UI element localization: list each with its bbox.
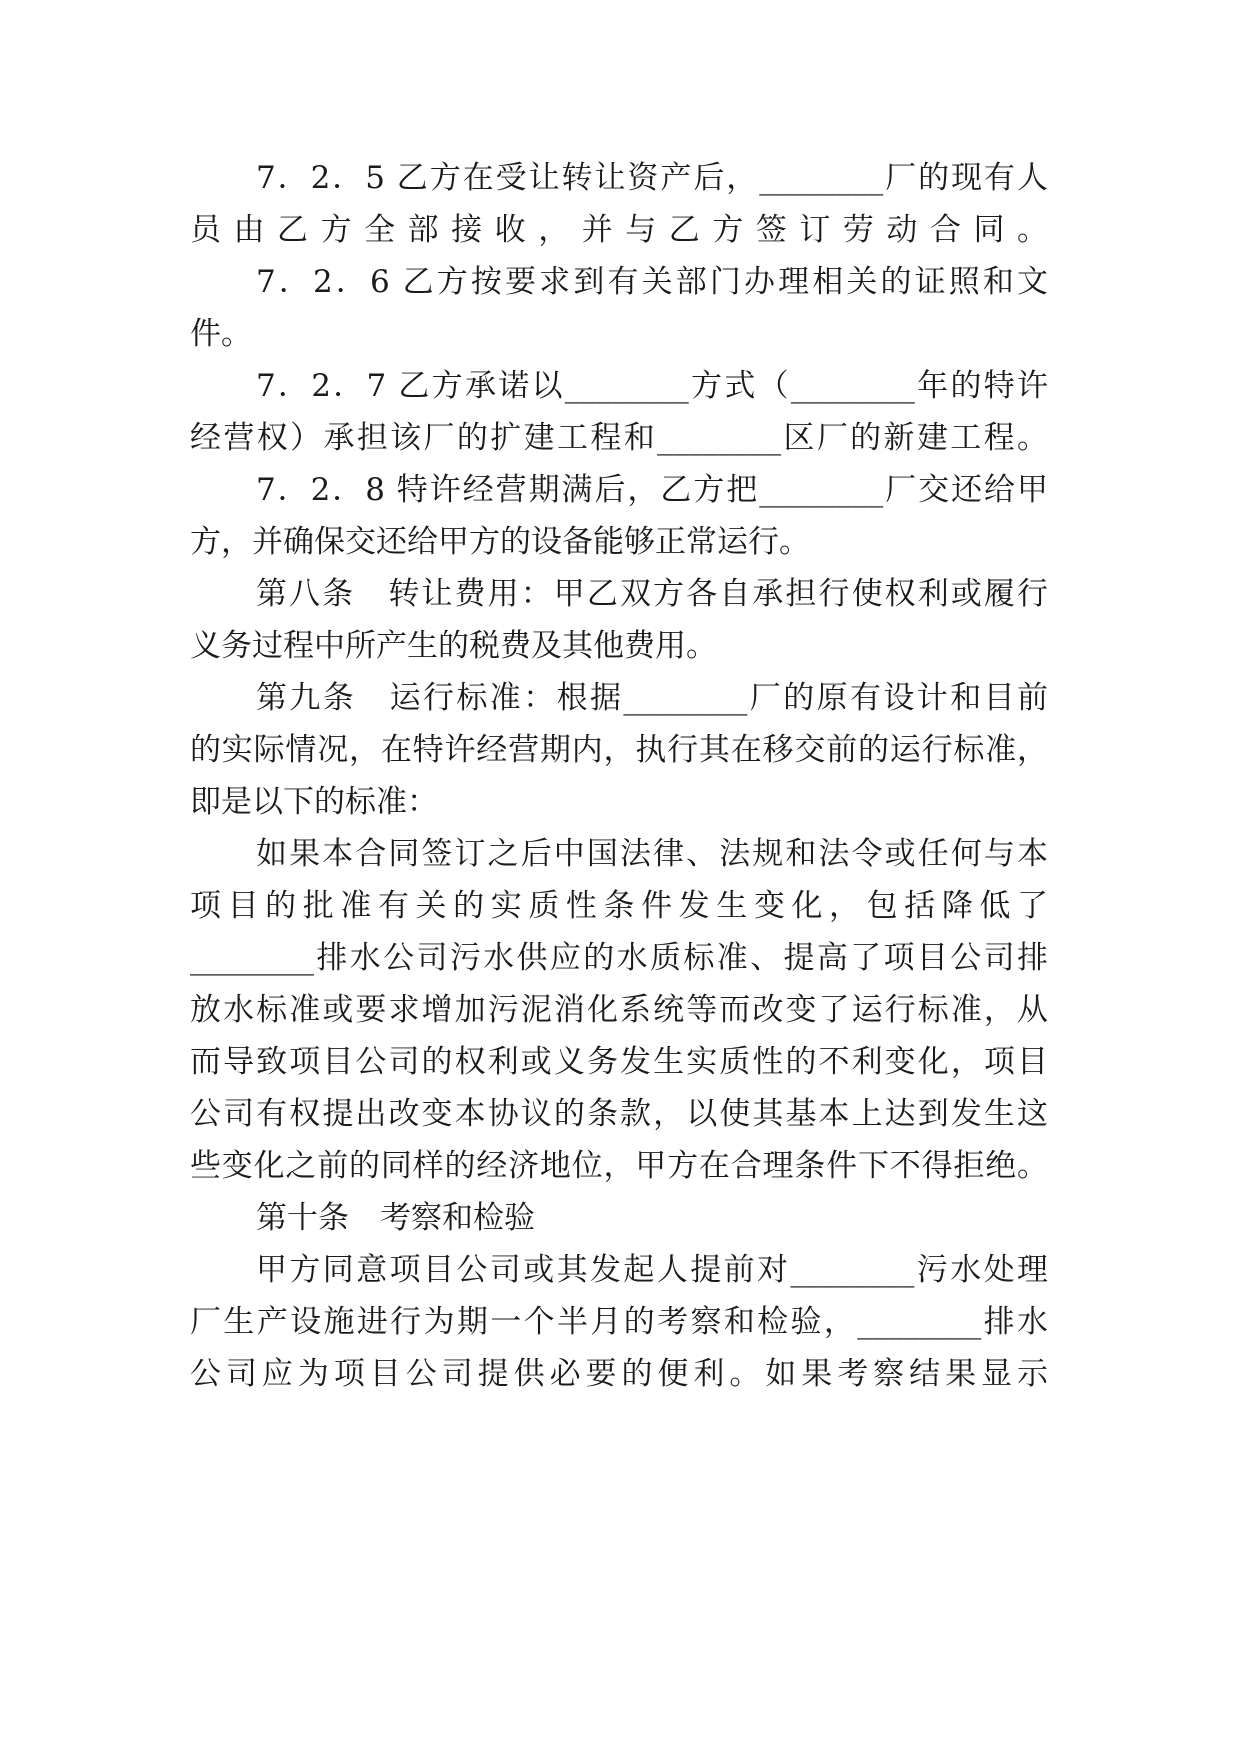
text-line: 项目的批准有关的实质性条件发生变化，包括降低了 <box>190 888 1048 924</box>
text-line: 方，并确保交还给甲方的设备能够正常运行。 <box>190 524 810 560</box>
text-line: 即是以下的标准： <box>190 784 438 820</box>
text-line: 放水标准或要求增加污泥消化系统等而改变了运行标准，从 <box>190 992 1048 1028</box>
text-line: ________排水公司污水供应的水质标准、提高了项目公司排 <box>190 940 1048 976</box>
text-line: 7．2．7 乙方承诺以________方式（________年的特许 <box>256 368 1048 404</box>
text-line: 7．2．6 乙方按要求到有关部门办理相关的证照和文 <box>256 264 1048 300</box>
text-line: 7．2．8 特许经营期满后，乙方把________厂交还给甲 <box>256 472 1048 508</box>
text-line: 厂生产设施进行为期一个半月的考察和检验，________排水 <box>190 1304 1048 1340</box>
text-line: 第九条 运行标准：根据________厂的原有设计和目前 <box>256 680 1048 716</box>
text-line: 件。 <box>190 316 252 352</box>
text-line: 义务过程中所产生的税费及其他费用。 <box>190 628 717 664</box>
text-line: 的实际情况，在特许经营期内，执行其在移交前的运行标准， <box>190 732 1048 768</box>
section-heading: 第十条 考察和检验 <box>256 1200 535 1236</box>
text-line: 公司应为项目公司提供必要的便利。如果考察结果显示 <box>190 1356 1048 1392</box>
text-line: 7．2．5 乙方在受让转让资产后，________厂的现有人 <box>256 160 1048 196</box>
text-line: 经营权）承担该厂的扩建工程和________区厂的新建工程。 <box>190 420 1048 456</box>
text-line: 公司有权提出改变本协议的条款，以使其基本上达到发生这 <box>190 1096 1048 1132</box>
text-line: 而导致项目公司的权利或义务发生实质性的不利变化，项目 <box>190 1044 1048 1080</box>
text-line: 第八条 转让费用：甲乙双方各自承担行使权利或履行 <box>256 576 1048 612</box>
text-line: 甲方同意项目公司或其发起人提前对________污水处理 <box>256 1252 1048 1288</box>
text-line: 如果本合同签订之后中国法律、法规和法令或任何与本 <box>256 836 1048 872</box>
text-line: 些变化之前的同样的经济地位，甲方在合理条件下不得拒绝。 <box>190 1148 1048 1184</box>
text-line: 员由乙方全部接收，并与乙方签订劳动合同。 <box>190 212 1048 248</box>
